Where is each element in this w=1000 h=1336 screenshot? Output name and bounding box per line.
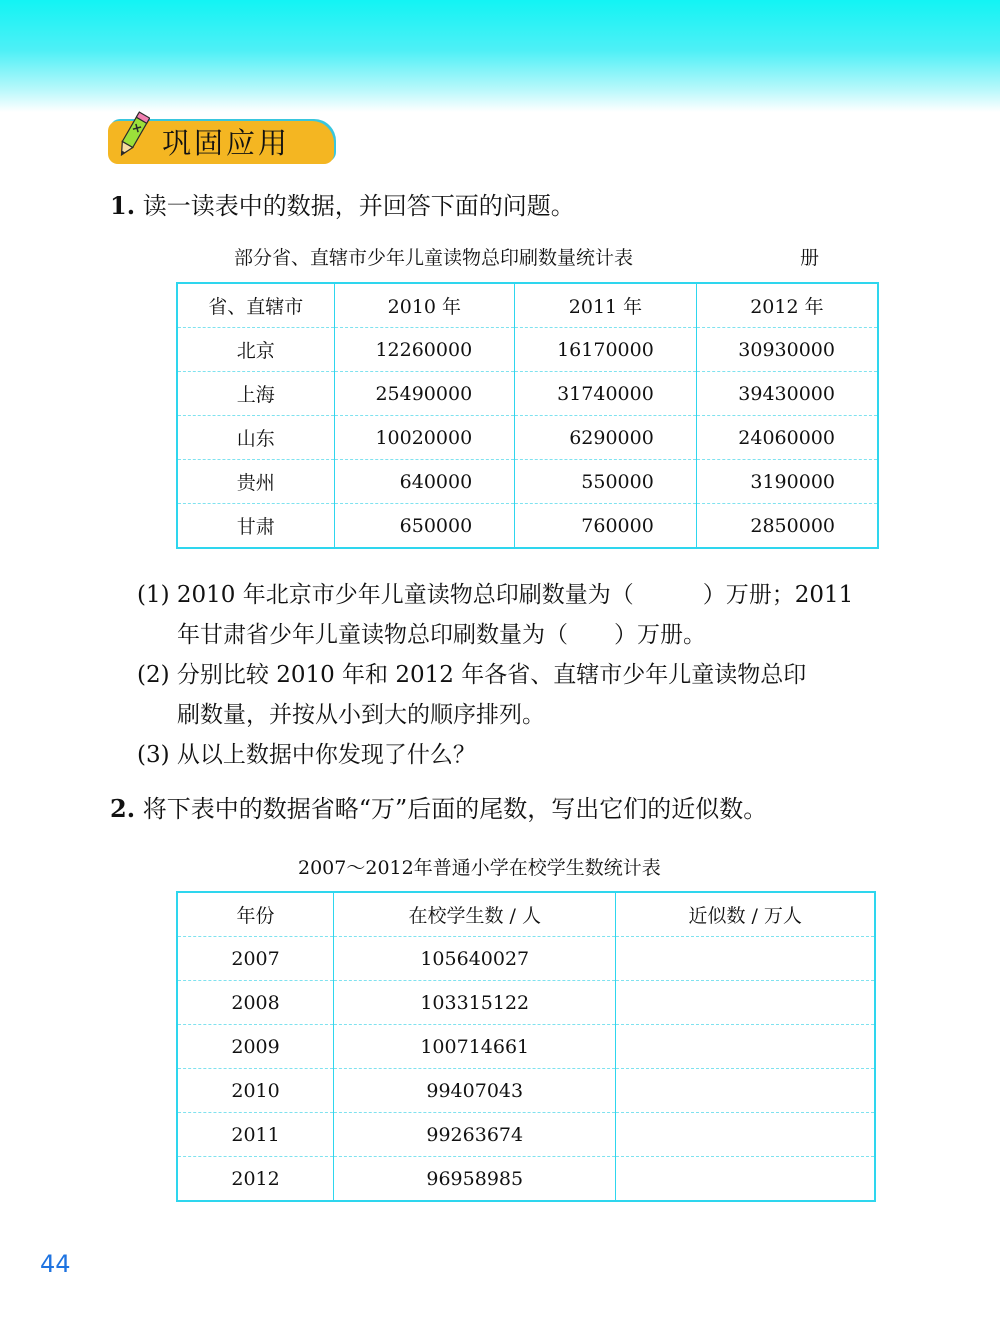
students-cell: 96958985	[334, 1157, 616, 1202]
table-1	[176, 282, 879, 549]
value-cell: 10020000	[334, 416, 515, 460]
region-cell: 上海	[177, 372, 334, 416]
value-cell: 650000	[334, 504, 515, 549]
question-2-prompt: 将下表中的数据省略“万”后面的尾数，写出它们的近似数。	[142, 795, 768, 823]
question-1-heading	[110, 191, 575, 221]
approximation-answer-cell[interactable]	[616, 1113, 875, 1157]
year-cell: 2007	[177, 937, 334, 981]
table-header-cell: 2010 年	[334, 283, 515, 328]
sub-question-text: 分别比较 2010 年和 2012 年各省、直辖市少年儿童读物总印	[176, 662, 807, 688]
value-cell: 6290000	[515, 416, 697, 460]
sub-question-1-line-2: 年甘肃省少年儿童读物总印刷数量为（ ）万册。	[177, 622, 706, 648]
approximation-answer-cell[interactable]	[616, 1157, 875, 1202]
sub-question-2	[137, 660, 806, 690]
table-row	[177, 460, 878, 504]
table-header-cell: 年份	[177, 892, 334, 937]
table-1-unit: 册	[800, 247, 820, 269]
question-2-heading	[110, 794, 767, 824]
value-cell: 2850000	[696, 504, 878, 549]
value-cell: 3190000	[696, 460, 878, 504]
approximation-answer-cell[interactable]	[616, 1025, 875, 1069]
table-row	[177, 1069, 875, 1113]
question-1-prompt: 读一读表中的数据，并回答下面的问题。	[142, 192, 575, 220]
students-cell: 105640027	[334, 937, 616, 981]
table-header-cell: 近似数 / 万人	[616, 892, 875, 937]
sub-question-text: 从以上数据中你发现了什么？	[176, 742, 476, 768]
year-cell: 2009	[177, 1025, 334, 1069]
table-row	[177, 372, 878, 416]
year-cell: 2011	[177, 1113, 334, 1157]
year-cell: 2012	[177, 1157, 334, 1202]
value-cell: 39430000	[696, 372, 878, 416]
sub-question-label: (3)	[137, 742, 170, 768]
table-header-cell: 在校学生数 / 人	[334, 892, 616, 937]
value-cell: 12260000	[334, 328, 515, 372]
table-2-caption: 2007～2012年普通小学在校学生数统计表	[298, 857, 661, 879]
sub-question-3	[137, 740, 476, 770]
table-1-header-row	[177, 283, 878, 328]
pencil-icon	[116, 110, 150, 160]
students-cell: 103315122	[334, 981, 616, 1025]
table-row	[177, 1025, 875, 1069]
table-header-cell: 2012 年	[696, 283, 878, 328]
sub-question-2-line-2: 刷数量，并按从小到大的顺序排列。	[177, 702, 545, 728]
students-cell: 99263674	[334, 1113, 616, 1157]
table-2-header-row	[177, 892, 875, 937]
value-cell: 16170000	[515, 328, 697, 372]
value-cell: 24060000	[696, 416, 878, 460]
value-cell: 30930000	[696, 328, 878, 372]
sub-question-label: (1)	[137, 582, 170, 608]
table-2	[176, 891, 876, 1202]
region-cell: 北京	[177, 328, 334, 372]
header-band	[0, 0, 1000, 112]
value-cell: 25490000	[334, 372, 515, 416]
sub-question-1	[137, 580, 853, 610]
table-header-cell: 2011 年	[515, 283, 697, 328]
table-row	[177, 504, 878, 549]
sub-question-text: 2010 年北京市少年儿童读物总印刷数量为（ ）万册；2011	[176, 582, 854, 608]
table-row	[177, 1157, 875, 1202]
students-cell: 100714661	[334, 1025, 616, 1069]
table-1-caption: 部分省、直辖市少年儿童读物总印刷数量统计表	[234, 247, 634, 269]
table-row	[177, 416, 878, 460]
approximation-answer-cell[interactable]	[616, 937, 875, 981]
section-title: 巩固应用	[162, 126, 291, 160]
question-1-number: 1.	[110, 191, 136, 220]
table-row	[177, 1113, 875, 1157]
table-header-cell: 省、直辖市	[177, 283, 334, 328]
question-2-number: 2.	[110, 794, 136, 823]
value-cell: 550000	[515, 460, 697, 504]
approximation-answer-cell[interactable]	[616, 1069, 875, 1113]
table-row	[177, 328, 878, 372]
students-cell: 99407043	[334, 1069, 616, 1113]
year-cell: 2008	[177, 981, 334, 1025]
sub-question-label: (2)	[137, 662, 170, 688]
region-cell: 甘肃	[177, 504, 334, 549]
table-row	[177, 937, 875, 981]
region-cell: 贵州	[177, 460, 334, 504]
value-cell: 31740000	[515, 372, 697, 416]
page-number: 44	[40, 1250, 71, 1278]
year-cell: 2010	[177, 1069, 334, 1113]
approximation-answer-cell[interactable]	[616, 981, 875, 1025]
table-row	[177, 981, 875, 1025]
region-cell: 山东	[177, 416, 334, 460]
value-cell: 760000	[515, 504, 697, 549]
value-cell: 640000	[334, 460, 515, 504]
